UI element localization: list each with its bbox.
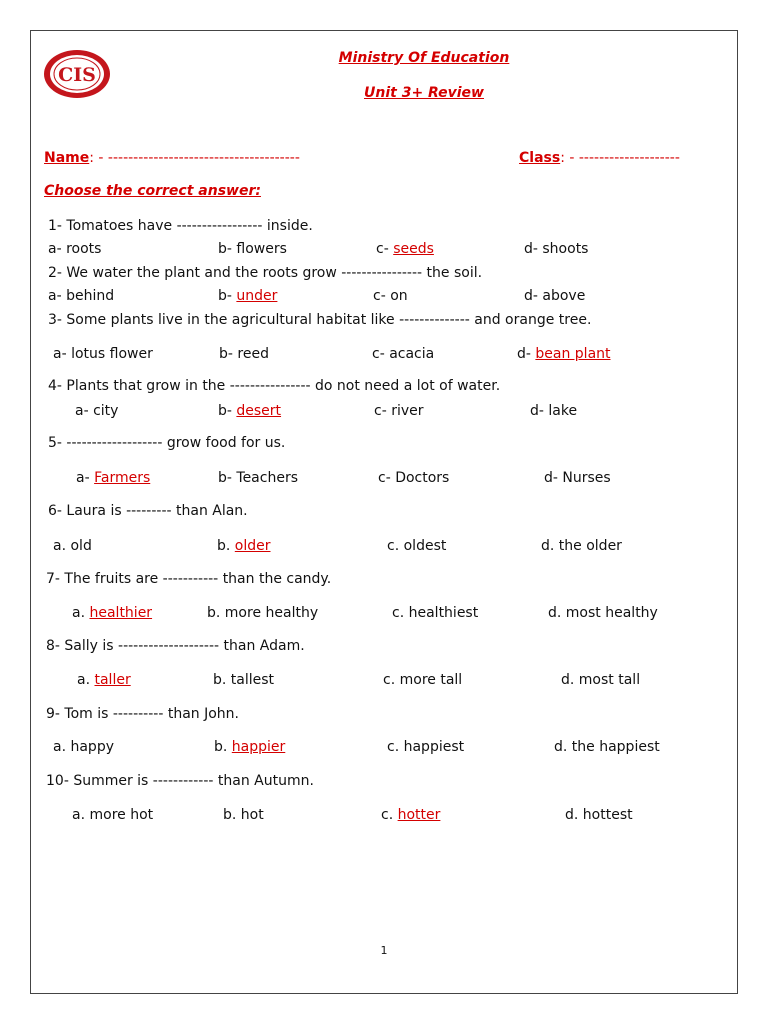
question-7: 7- The fruits are ----------- than the candy. bbox=[46, 571, 332, 587]
option-text: river bbox=[391, 403, 424, 419]
correct-answer: bean plant bbox=[535, 346, 611, 362]
question-6-option-d bbox=[541, 538, 622, 554]
unit-title: Unit 3+ Review bbox=[364, 85, 484, 101]
question-4-option-d bbox=[530, 403, 577, 419]
question-10-option-c bbox=[381, 807, 440, 823]
question-8-option-b bbox=[213, 672, 274, 688]
option-text: city bbox=[93, 403, 119, 419]
correct-answer: older bbox=[234, 538, 271, 554]
option-text: Doctors bbox=[395, 470, 450, 486]
correct-answer: Farmers bbox=[94, 470, 151, 486]
correct-answer: hotter bbox=[397, 807, 441, 823]
option-text: on bbox=[390, 288, 408, 304]
question-10-option-d bbox=[565, 807, 633, 823]
option-prefix: c. bbox=[392, 605, 409, 621]
correct-answer: happier bbox=[231, 739, 286, 755]
option-text: more tall bbox=[399, 672, 463, 688]
option-prefix: d- bbox=[544, 470, 563, 486]
option-text: happiest bbox=[403, 739, 465, 755]
question-9-option-c bbox=[387, 739, 464, 755]
question-9-option-a bbox=[53, 739, 114, 755]
option-text: hot bbox=[240, 807, 264, 823]
option-text: the older bbox=[558, 538, 622, 554]
question-7-option-a bbox=[72, 605, 152, 621]
class-field bbox=[519, 150, 680, 166]
option-prefix: d. bbox=[548, 605, 566, 621]
option-prefix: a. bbox=[72, 807, 90, 823]
name-blank: : - -------------------------------------- bbox=[89, 150, 300, 166]
option-prefix: b. bbox=[214, 739, 232, 755]
question-7-option-c bbox=[392, 605, 478, 621]
question-9: 9- Tom is ---------- than John. bbox=[46, 706, 239, 722]
option-prefix: a- bbox=[48, 241, 67, 257]
option-prefix: c- bbox=[373, 288, 391, 304]
question-4-option-c bbox=[374, 403, 424, 419]
option-text: more hot bbox=[89, 807, 154, 823]
question-6: 6- Laura is --------- than Alan. bbox=[48, 503, 248, 519]
option-text: reed bbox=[237, 346, 269, 362]
question-9-option-d bbox=[554, 739, 660, 755]
option-prefix: a- bbox=[48, 288, 67, 304]
question-1-option-a bbox=[48, 241, 101, 257]
class-label: Class bbox=[519, 150, 561, 166]
option-prefix: a. bbox=[72, 605, 90, 621]
option-prefix: d. bbox=[541, 538, 559, 554]
question-5: 5- ------------------- grow food for us. bbox=[48, 435, 286, 451]
question-6-option-a bbox=[53, 538, 92, 554]
question-2-option-c bbox=[373, 288, 408, 304]
option-prefix: b. bbox=[223, 807, 241, 823]
option-prefix: b. bbox=[207, 605, 225, 621]
question-10-option-a bbox=[72, 807, 153, 823]
option-text: the happiest bbox=[571, 739, 660, 755]
question-4-option-b bbox=[218, 403, 281, 419]
option-text: old bbox=[70, 538, 92, 554]
name-label: Name bbox=[44, 150, 90, 166]
option-prefix: b. bbox=[213, 672, 231, 688]
option-prefix: c. bbox=[387, 538, 404, 554]
option-prefix: a- bbox=[76, 470, 95, 486]
option-prefix: a. bbox=[77, 672, 95, 688]
option-text: Nurses bbox=[562, 470, 611, 486]
question-8-option-c bbox=[383, 672, 462, 688]
correct-answer: under bbox=[236, 288, 278, 304]
question-10: 10- Summer is ------------ than Autumn. bbox=[46, 773, 314, 789]
correct-answer: seeds bbox=[393, 241, 434, 257]
question-2-option-b bbox=[218, 288, 277, 304]
option-prefix: d- bbox=[517, 346, 536, 362]
question-7-option-d bbox=[548, 605, 658, 621]
question-4: 4- Plants that grow in the ---------------- do not need a lot of water. bbox=[48, 378, 501, 394]
option-text: lotus flower bbox=[71, 346, 153, 362]
question-8: 8- Sally is -------------------- than Adam. bbox=[46, 638, 305, 654]
question-7-option-b bbox=[207, 605, 318, 621]
option-prefix: c- bbox=[376, 241, 394, 257]
question-1-option-b bbox=[218, 241, 287, 257]
option-text: hottest bbox=[582, 807, 633, 823]
name-field bbox=[44, 150, 300, 166]
question-5-option-d bbox=[544, 470, 611, 486]
option-text: happy bbox=[70, 739, 114, 755]
option-text: lake bbox=[548, 403, 578, 419]
option-prefix: d- bbox=[530, 403, 549, 419]
instructions: Choose the correct answer: bbox=[44, 183, 261, 199]
option-text: tallest bbox=[230, 672, 275, 688]
question-9-option-b bbox=[214, 739, 285, 755]
page-number: 1 bbox=[380, 944, 388, 957]
option-prefix: d. bbox=[554, 739, 572, 755]
option-prefix: b- bbox=[218, 288, 237, 304]
option-prefix: c. bbox=[383, 672, 400, 688]
option-prefix: b- bbox=[218, 241, 237, 257]
question-1-option-d bbox=[524, 241, 588, 257]
option-text: above bbox=[542, 288, 586, 304]
option-prefix: b- bbox=[218, 403, 237, 419]
option-text: more healthy bbox=[224, 605, 319, 621]
question-5-option-a bbox=[76, 470, 150, 486]
question-6-option-b bbox=[217, 538, 271, 554]
question-1: 1- Tomatoes have ----------------- inside. bbox=[48, 218, 313, 234]
option-prefix: c- bbox=[372, 346, 390, 362]
option-prefix: a. bbox=[53, 739, 71, 755]
option-text: behind bbox=[66, 288, 115, 304]
option-prefix: d- bbox=[524, 288, 543, 304]
question-2: 2- We water the plant and the roots grow ---------------- the soil. bbox=[48, 265, 483, 281]
question-6-option-c bbox=[387, 538, 446, 554]
option-prefix: a. bbox=[53, 538, 71, 554]
option-text: healthiest bbox=[408, 605, 479, 621]
question-4-option-a bbox=[75, 403, 118, 419]
question-3-option-d bbox=[517, 346, 611, 362]
question-5-option-b bbox=[218, 470, 298, 486]
option-text: roots bbox=[66, 241, 102, 257]
question-5-option-c bbox=[378, 470, 449, 486]
correct-answer: taller bbox=[94, 672, 131, 688]
question-8-option-d bbox=[561, 672, 640, 688]
option-prefix: a- bbox=[75, 403, 94, 419]
question-10-option-b bbox=[223, 807, 264, 823]
option-text: flowers bbox=[236, 241, 287, 257]
option-prefix: c. bbox=[387, 739, 404, 755]
option-prefix: d- bbox=[524, 241, 543, 257]
correct-answer: healthier bbox=[89, 605, 153, 621]
option-prefix: b- bbox=[219, 346, 238, 362]
option-text: Teachers bbox=[236, 470, 298, 486]
option-prefix: c. bbox=[381, 807, 398, 823]
option-prefix: b. bbox=[217, 538, 235, 554]
ministry-title: Ministry Of Education bbox=[338, 50, 510, 66]
question-2-option-a bbox=[48, 288, 114, 304]
option-prefix: a- bbox=[53, 346, 72, 362]
option-prefix: c- bbox=[374, 403, 392, 419]
svg-text:CIS: CIS bbox=[58, 64, 96, 86]
option-text: acacia bbox=[389, 346, 435, 362]
option-prefix: c- bbox=[378, 470, 396, 486]
question-1-option-c bbox=[376, 241, 434, 257]
question-8-option-a bbox=[77, 672, 131, 688]
class-blank: : - -------------------- bbox=[560, 150, 680, 166]
option-prefix: d. bbox=[565, 807, 583, 823]
correct-answer: desert bbox=[236, 403, 282, 419]
question-3-option-a bbox=[53, 346, 153, 362]
option-text: shoots bbox=[542, 241, 589, 257]
question-2-option-d bbox=[524, 288, 585, 304]
option-text: oldest bbox=[403, 538, 447, 554]
option-prefix: b- bbox=[218, 470, 237, 486]
question-3: 3- Some plants live in the agricultural habitat like -------------- and orange tree. bbox=[48, 312, 592, 328]
option-text: most tall bbox=[578, 672, 641, 688]
question-3-option-b bbox=[219, 346, 269, 362]
option-text: most healthy bbox=[565, 605, 658, 621]
question-3-option-c bbox=[372, 346, 434, 362]
option-prefix: d. bbox=[561, 672, 579, 688]
